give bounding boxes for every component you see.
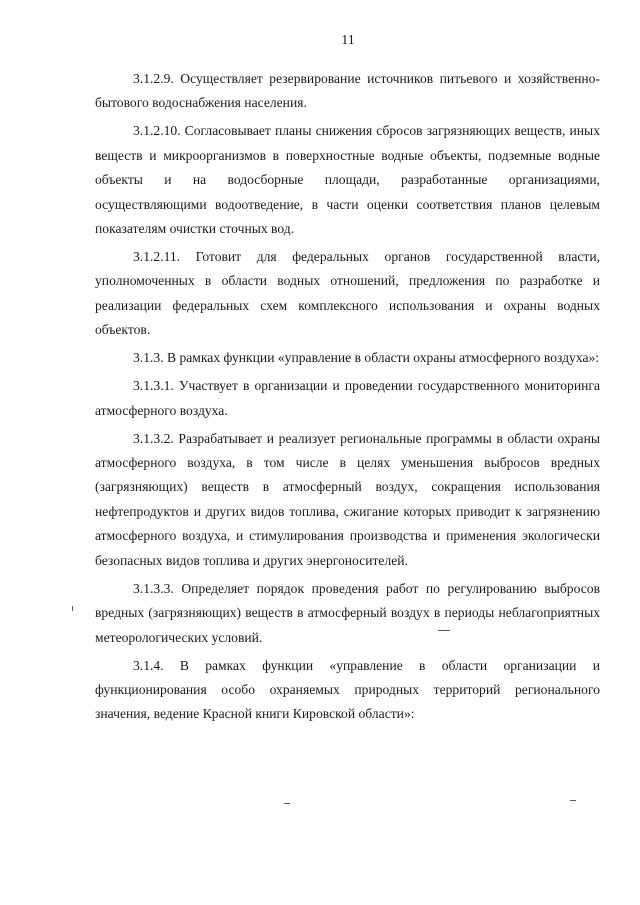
scan-mark [438, 630, 450, 631]
scan-mark [284, 803, 290, 804]
paragraph-3-1-2-11: 3.1.2.11. Готовит для федеральных органов государственной власти, уполномоченных в области водных отношений, предложения по разработке и реализации федеральных схем комплексного использования и охраны водных объектов. [95, 249, 600, 338]
paragraph-3-1-3-3: 3.1.3.3. Определяет порядок проведения работ по регулированию выбросов вредных (загрязняющих) веществ в атмосферный воздух в периоды неблагоприятных метеорологических условий. [95, 580, 600, 645]
paragraph-3-1-3: 3.1.3. В рамках функции «управление в области охраны атмосферного воздуха»: [133, 350, 600, 366]
page-number: 11 [341, 33, 355, 48]
paragraph-3-1-4: 3.1.4. В рамках функции «управление в области организации и функционирования особо охраняемых природных территорий регионального значения, ведение Красной книги Кировской области»: [95, 657, 600, 722]
scan-mark [570, 800, 576, 801]
paragraph-3-1-3-1: 3.1.3.1. Участвует в организации и проведении государственного мониторинга атмосферного воздуха. [95, 378, 600, 418]
scan-mark [72, 606, 73, 611]
document-body [95, 67, 600, 730]
paragraph-3-1-2-9: 3.1.2.9. Осуществляет резервирование источников питьевого и хозяйственно-бытового водоснабжения населения. [95, 71, 600, 111]
paragraph-3-1-2-10: 3.1.2.10. Согласовывает планы снижения сбросов загрязняющих веществ, иных веществ и микроорганизмов в поверхностные водные объекты, подземные водные объекты и на водосборные площади, разработанные организациями, осуществляющими водоотведение, в части оценки соответствия планов целевым показателям очистки сточных вод. [95, 123, 600, 237]
paragraph-3-1-3-2: 3.1.3.2. Разрабатывает и реализует региональные программы в области охраны атмосферного воздуха, в том числе в целях уменьшения выбросов вредных (загрязняющих) веществ в атмосферный воздух, сокращения использования нефтепродуктов и других видов топлива, сжигание которых приводит к загрязнению атмосферного воздуха, и стимулирования производства и применения экологически безопасных видов топлива и других энергоносителей. [95, 430, 600, 568]
